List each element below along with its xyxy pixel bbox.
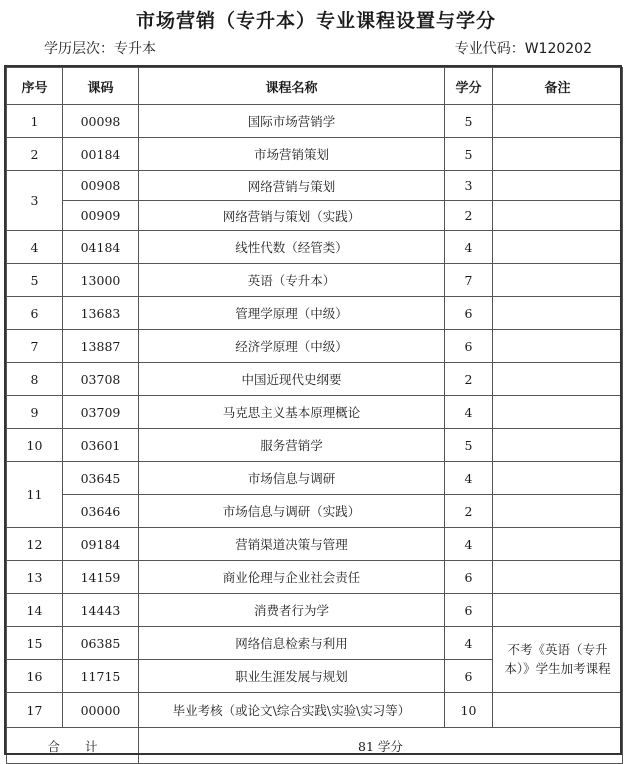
row-seq: 13	[7, 561, 63, 594]
row-name: 商业伦理与企业社会责任	[139, 561, 445, 594]
row-note	[493, 561, 623, 594]
row-note	[493, 462, 623, 495]
row-credit: 5	[445, 138, 493, 171]
row-seq: 15	[7, 627, 63, 660]
row-code: 00098	[63, 105, 139, 138]
course-table	[6, 67, 623, 764]
row-seq: 14	[7, 594, 63, 627]
row-note	[493, 201, 623, 231]
table-row	[7, 429, 623, 462]
table-row	[7, 171, 623, 201]
row-code: 00000	[63, 693, 139, 728]
row-code: 00908	[63, 171, 139, 201]
document-title: 市场营销（专升本）专业课程设置与学分	[135, 10, 496, 32]
row-code: 03601	[63, 429, 139, 462]
row-seq: 9	[7, 396, 63, 429]
row-name: 马克思主义基本原理概论	[139, 396, 445, 429]
row-code: 03709	[63, 396, 139, 429]
row-note	[493, 363, 623, 396]
row-name: 中国近现代史纲要	[139, 363, 445, 396]
row-seq: 10	[7, 429, 63, 462]
total-value: 81 学分	[139, 728, 623, 764]
row-credit: 6	[445, 660, 493, 693]
row-seq: 16	[7, 660, 63, 693]
row-note-alt-exam: 不考《英语（专升本）》学生加考课程	[493, 627, 623, 693]
row-credit: 2	[445, 201, 493, 231]
table-row	[7, 528, 623, 561]
row-seq: 8	[7, 363, 63, 396]
table-row	[7, 627, 623, 660]
table-row	[7, 363, 623, 396]
table-row	[7, 495, 623, 528]
row-credit: 10	[445, 693, 493, 728]
row-credit: 6	[445, 330, 493, 363]
row-seq: 3	[7, 171, 63, 231]
total-label: 合 计	[7, 728, 139, 764]
row-note	[493, 171, 623, 201]
row-note	[493, 105, 623, 138]
row-note	[493, 396, 623, 429]
table-row	[7, 201, 623, 231]
row-name: 市场信息与调研（实践）	[139, 495, 445, 528]
table-row	[7, 462, 623, 495]
header-note: 备注	[493, 68, 623, 105]
major-code: 专业代码：W120202	[454, 41, 592, 57]
table-row	[7, 693, 623, 728]
row-note	[493, 138, 623, 171]
row-note	[493, 330, 623, 363]
row-code: 00909	[63, 201, 139, 231]
row-note	[493, 594, 623, 627]
row-seq: 6	[7, 297, 63, 330]
row-credit: 6	[445, 561, 493, 594]
row-credit: 2	[445, 363, 493, 396]
row-code: 14443	[63, 594, 139, 627]
row-name: 经济学原理（中级）	[139, 330, 445, 363]
table-row	[7, 231, 623, 264]
table-row	[7, 396, 623, 429]
row-name: 管理学原理（中级）	[139, 297, 445, 330]
row-code: 06385	[63, 627, 139, 660]
row-name: 国际市场营销学	[139, 105, 445, 138]
row-credit: 2	[445, 495, 493, 528]
table-row	[7, 330, 623, 363]
header-code: 课码	[63, 68, 139, 105]
table-header-row	[7, 68, 623, 105]
row-credit: 4	[445, 231, 493, 264]
table-row	[7, 138, 623, 171]
row-seq: 4	[7, 231, 63, 264]
row-name: 市场营销策划	[139, 138, 445, 171]
row-name: 消费者行为学	[139, 594, 445, 627]
row-seq: 17	[7, 693, 63, 728]
table-row	[7, 594, 623, 627]
row-seq: 7	[7, 330, 63, 363]
header-credit: 学分	[445, 68, 493, 105]
header-name: 课程名称	[139, 68, 445, 105]
row-name: 市场信息与调研	[139, 462, 445, 495]
row-code: 13000	[63, 264, 139, 297]
row-credit: 5	[445, 429, 493, 462]
row-seq: 12	[7, 528, 63, 561]
education-level: 学历层次：专升本	[44, 41, 156, 57]
row-note	[493, 264, 623, 297]
row-code: 03708	[63, 363, 139, 396]
row-code: 03646	[63, 495, 139, 528]
row-seq: 11	[7, 462, 63, 528]
row-credit: 7	[445, 264, 493, 297]
table-row	[7, 264, 623, 297]
row-name: 英语（专升本）	[139, 264, 445, 297]
row-name: 网络营销与策划	[139, 171, 445, 201]
row-credit: 3	[445, 171, 493, 201]
row-code: 11715	[63, 660, 139, 693]
row-code: 03645	[63, 462, 139, 495]
table-row	[7, 297, 623, 330]
row-note	[493, 495, 623, 528]
row-seq: 1	[7, 105, 63, 138]
row-credit: 6	[445, 297, 493, 330]
row-name: 营销渠道决策与管理	[139, 528, 445, 561]
row-credit: 4	[445, 528, 493, 561]
row-name: 服务营销学	[139, 429, 445, 462]
row-code: 04184	[63, 231, 139, 264]
row-note	[493, 231, 623, 264]
row-note	[493, 429, 623, 462]
row-code: 14159	[63, 561, 139, 594]
row-note	[493, 693, 623, 728]
row-name: 线性代数（经管类）	[139, 231, 445, 264]
row-credit: 4	[445, 627, 493, 660]
row-credit: 6	[445, 594, 493, 627]
row-note	[493, 297, 623, 330]
table-row	[7, 561, 623, 594]
row-credit: 4	[445, 462, 493, 495]
row-code: 09184	[63, 528, 139, 561]
row-credit: 5	[445, 105, 493, 138]
row-code: 13683	[63, 297, 139, 330]
row-seq: 2	[7, 138, 63, 171]
row-code: 13887	[63, 330, 139, 363]
row-name: 职业生涯发展与规划	[139, 660, 445, 693]
row-name: 毕业考核（或论文\综合实践\实验\实习等）	[139, 693, 445, 728]
table-row	[7, 105, 623, 138]
row-credit: 4	[445, 396, 493, 429]
row-seq: 5	[7, 264, 63, 297]
row-name: 网络信息检索与利用	[139, 627, 445, 660]
row-code: 00184	[63, 138, 139, 171]
row-note	[493, 528, 623, 561]
header-seq: 序号	[7, 68, 63, 105]
row-name: 网络营销与策划（实践）	[139, 201, 445, 231]
total-row	[7, 728, 623, 764]
